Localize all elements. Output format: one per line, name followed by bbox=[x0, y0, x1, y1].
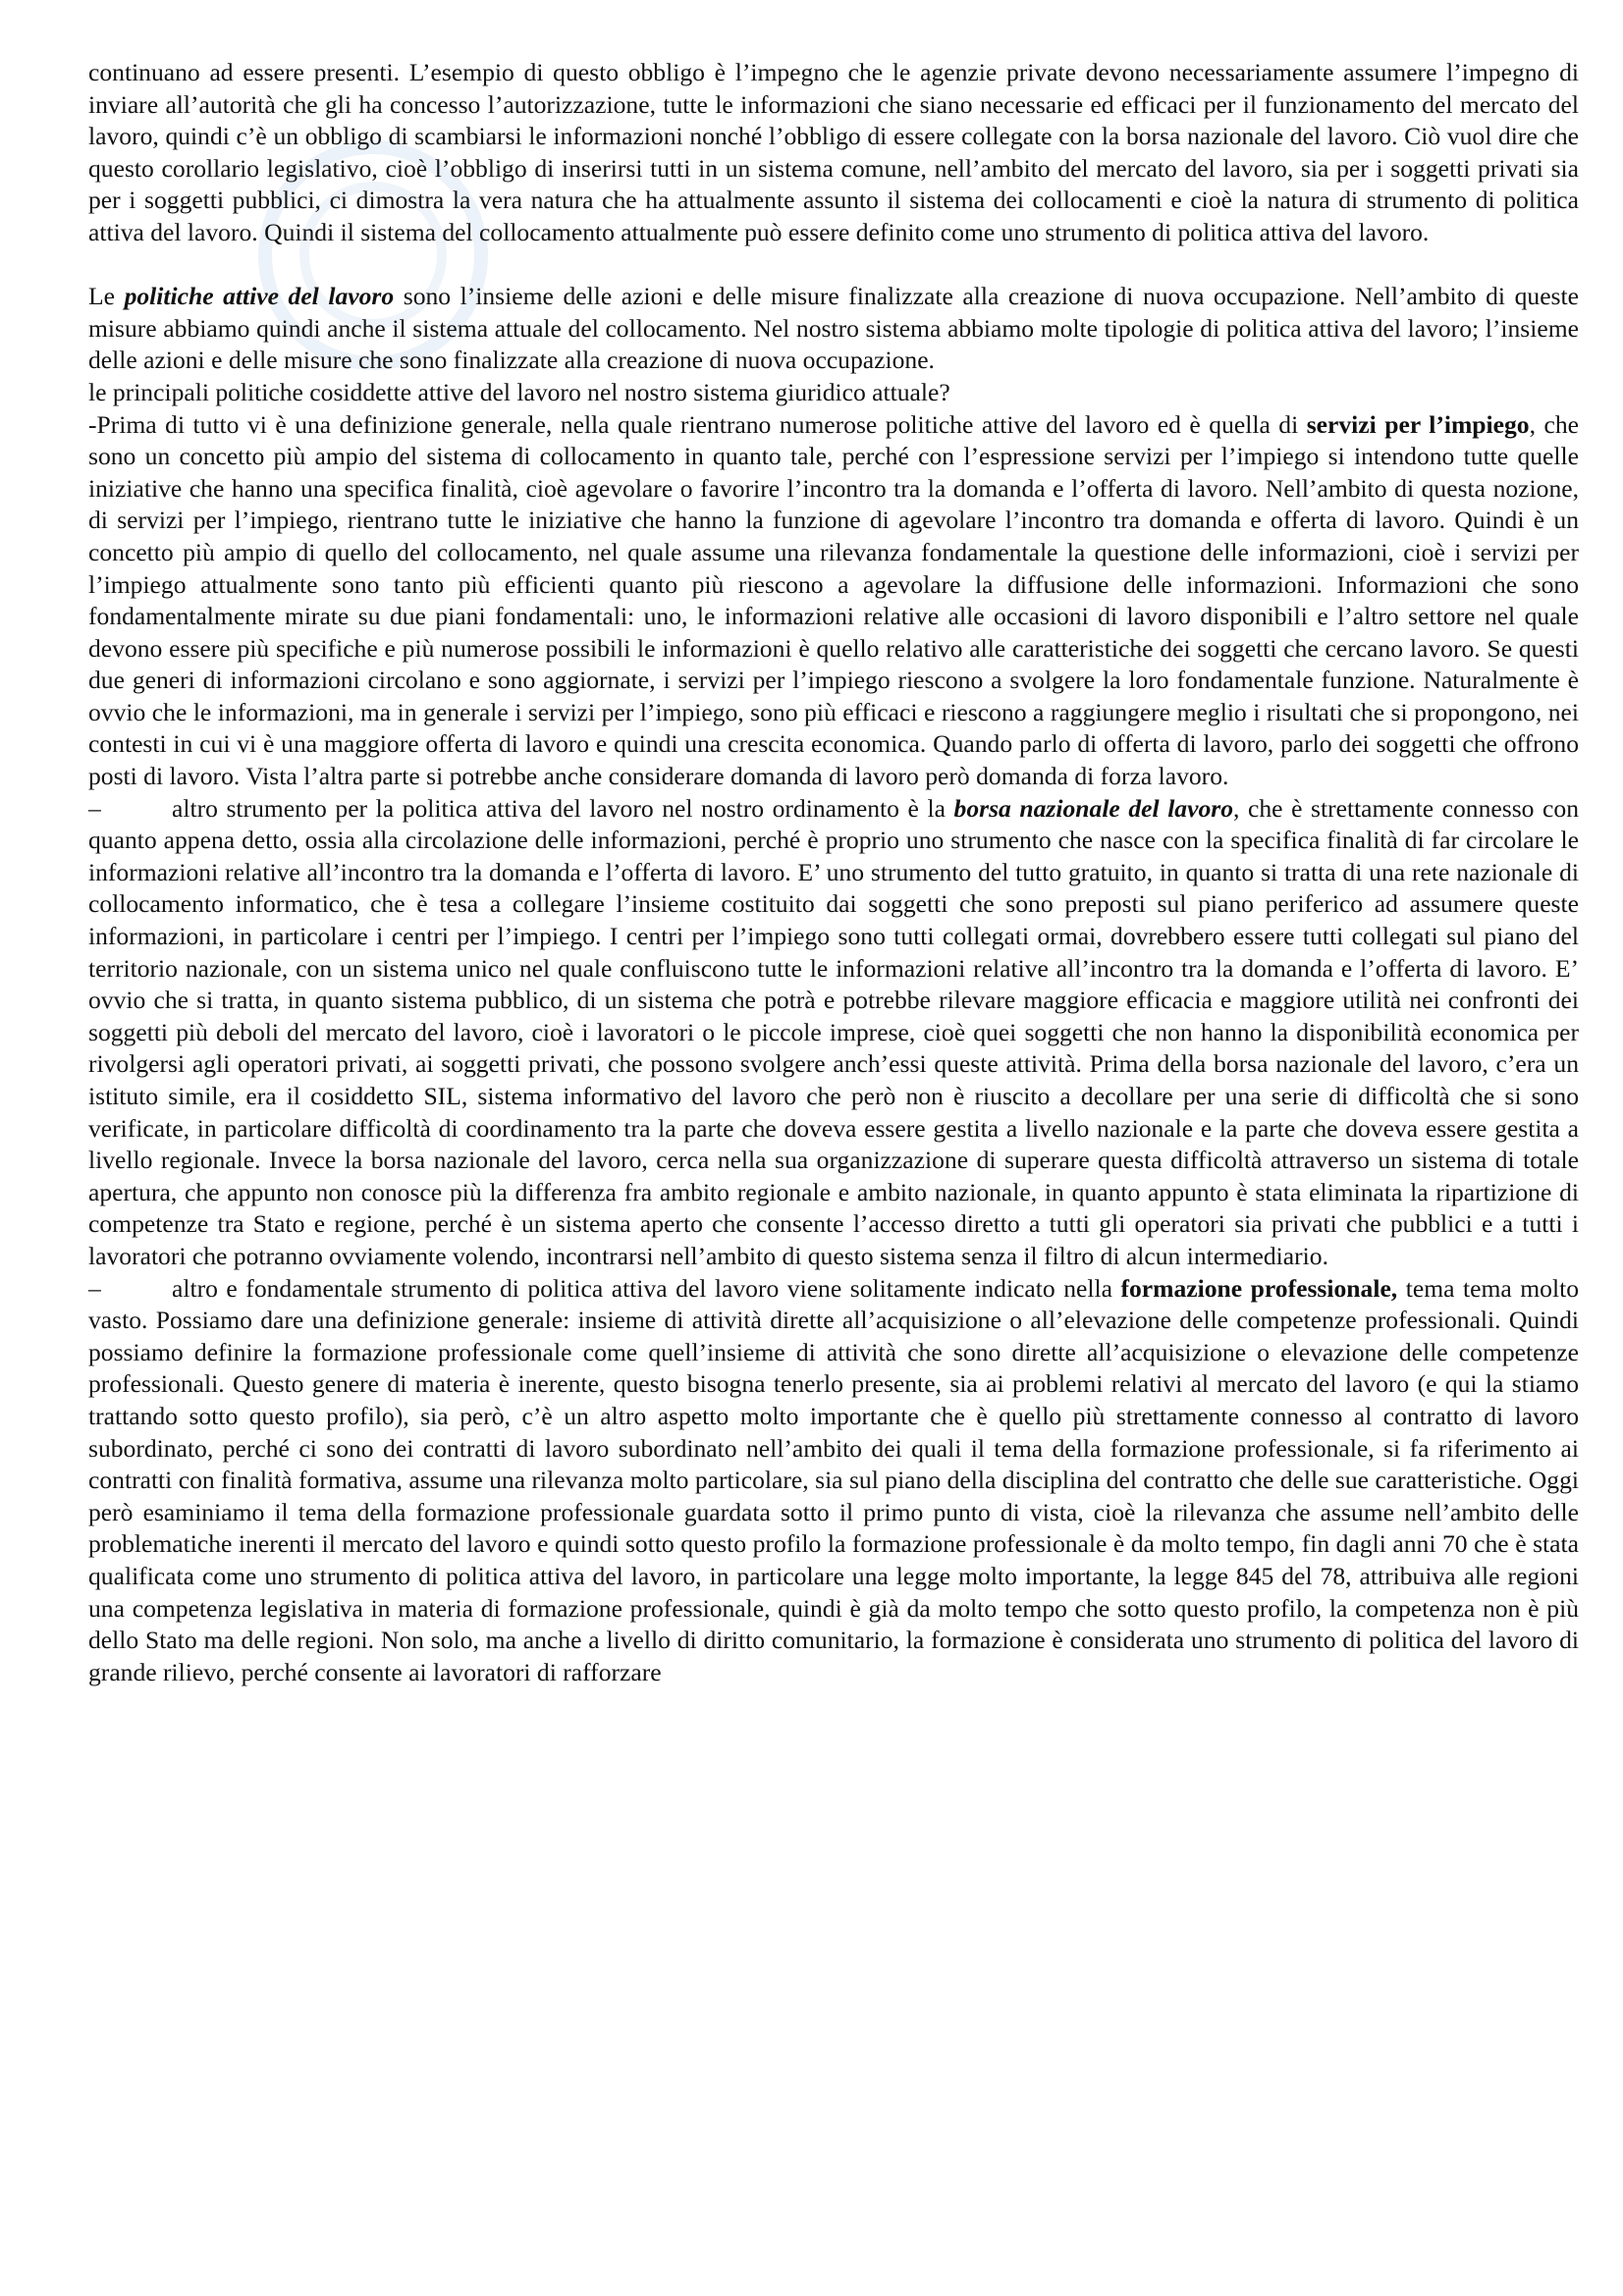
term-formazione-professionale: formazione professionale, bbox=[1120, 1273, 1398, 1303]
dash-bullet: – bbox=[88, 793, 101, 823]
paragraph-gap bbox=[88, 249, 1579, 282]
paragraph-1: continuano ad essere presenti. L’esempio di questo obbligo è l’impegno che le agenzie private devono necessariamente assumere l’impegno di inviare all’autorità che gli ha concesso l’autorizzazione, tutte le informazioni che siano necessarie ed efficaci per il funzionamento del mercato del lavoro, quindi c’è un obbligo di scambiarsi le informazioni nonché l’obbligo di essere collegate con la borsa nazionale del lavoro. Ciò vuol dire che questo corollario legislativo, cioè l’obbligo di inserirsi tutti in un sistema comune, nell’ambito del mercato del lavoro, sia per i soggetti privati sia per i soggetti pubblici, ci dimostra la vera natura che ha attualmente assunto il sistema dei collocamenti e cioè la natura di strumento di politica attiva del lavoro. Quindi il sistema del collocamento attualmente può essere definito come uno strumento di politica attiva del lavoro. bbox=[88, 58, 1579, 246]
term-politiche-attive: politiche attive del lavoro bbox=[124, 282, 395, 311]
paragraph-4: -Prima di tutto vi è una definizione generale, nella quale rientrano numerose politiche attive del lavoro ed è quella di servizi per l’impiego, che sono un concetto più ampio del sistema di collocamento in quanto tale, perché con l’espressione servizi per l’impiego si intendono tutte quelle iniziative che hanno una specifica finalità, cioè agevolare o favorire l’incontro tra la domanda e l’offerta di lavoro. Nell’ambito di questa nozione, di servizi per l’impiego, rientrano tutte le iniziative che hanno la funzione di agevolare l’incontro tra domanda e offerta di lavoro. Quindi è un concetto più ampio di quello del collocamento, nel quale assume una rilevanza fondamentale la questione delle informazioni, cioè i servizi per l’impiego attualmente sono tanto più efficienti quanto più riescono a agevolare la diffusione delle informazioni. Informazioni che sono fondamentalmente mirate su due piani fondamentali: uno, le informazioni relative alle occasioni di lavoro disponibili e l’altro settore nel quale devono essere più specifiche e più numerose possibili le informazioni è quello relativo alle caratteristiche dei soggetti che cercano lavoro. Se questi due generi di informazioni circolano e sono aggiornate, i servizi per l’impiego riescono a svolgere la loro fondamentale funzione. Naturalmente è ovvio che le informazioni, ma in generale i servizi per l’impiego, sono più efficaci e riescono a raggiungere meglio i risultati che si propongono, nei contesti in cui vi è una maggiore offerta di lavoro e quindi una crescita economica. Quando parlo di offerta di lavoro, parlo dei soggetti che offrono posti di lavoro. Vista l’altra parte si potrebbe anche considerare domanda di lavoro però domanda di forza lavoro. bbox=[88, 409, 1579, 791]
term-borsa-nazionale: borsa nazionale del lavoro bbox=[953, 793, 1234, 823]
dash-bullet: – bbox=[88, 1273, 101, 1303]
paragraph-6: – altro e fondamentale strumento di politica attiva del lavoro viene solitamente indicato nella formazione professionale, tema tema molto vasto. Possiamo dare una definizione generale: insieme di attività dirette all’acquisizione o all’elevazione delle competenze professionali. Quindi possiamo definire la formazione professionale come quell’insieme di attività che sono dirette all’acquisizione o elevazione delle competenze professionali. Questo genere di materia è inerente, questo bisogna tenerlo presente, sia ai problemi relativi al mercato del lavoro (e qui la stiamo trattando sotto questo profilo), sia però, c’è un altro aspetto molto importante che è quello più strettamente connesso al contratto di lavoro subordinato, perché ci sono dei contratti di lavoro subordinato nell’ambito dei quali il tema della formazione professionale, si fa riferimento ai contratti con finalità formativa, assume una rilevanza molto particolare, sia sul piano della disciplina del contratto che delle sue caratteristiche. Oggi però esaminiamo il tema della formazione professionale guardata sotto il primo punto di vista, cioè la rilevanza che assume nell’ambito delle problematiche inerenti il mercato del lavoro e quindi sotto questo profilo la formazione professionale è da molto tempo, fin dagli anni 70 che è stata qualificata come uno strumento di politica attiva del lavoro, in particolare una legge molto importante, la legge 845 del 78, attribuiva alle regioni una competenza legislativa in materia di formazione professionale, quindi è già da molto tempo che sotto questo profilo, la competenza non è più dello Stato ma delle regioni. Non solo, ma anche a livello di diritto comunitario, la formazione è considerata uno strumento di politica del lavoro di grande rilievo, perché consente ai lavoratori di rafforzare bbox=[88, 1273, 1579, 1686]
paragraph-2: Le politiche attive del lavoro sono l’insieme delle azioni e delle misure finalizzate alla creazione di nuova occupazione. Nell’ambito di queste misure abbiamo quindi anche il sistema attuale del collocamento. Nel nostro sistema abbiamo molte tipologie di politica attiva del lavoro; l’insieme delle azioni e delle misure che sono finalizzate alla creazione di nuova occupazione. bbox=[88, 282, 1579, 375]
paragraph-3: le principali politiche cosiddette attive del lavoro nel nostro sistema giuridico attuale? bbox=[88, 377, 950, 406]
term-servizi-impiego: servizi per l’impiego bbox=[1306, 409, 1530, 439]
document-page bbox=[88, 57, 1579, 1688]
paragraph-5: – altro strumento per la politica attiva del lavoro nel nostro ordinamento è la borsa nazionale del lavoro, che è strettamente connesso con quanto appena detto, ossia alla circolazione delle informazioni, perché è proprio uno strumento che nasce con la specifica finalità di far circolare le informazioni relative all’incontro tra la domanda e l’offerta di lavoro. E’ uno strumento del tutto gratuito, in quanto si tratta di una rete nazionale di collocamento informatico, che è tesa a collegare l’insieme costituito dai soggetti che sono preposti sul piano periferico ad assumere queste informazioni, in particolare i centri per l’impiego. I centri per l’impiego sono tutti collegati ormai, dovrebbero essere tutti collegati sul piano del territorio nazionale, con un sistema unico nel quale confluiscono tutte le informazioni relative all’incontro tra la domanda e l’offerta di lavoro. E’ ovvio che si tratta, in quanto sistema pubblico, di un sistema che potrà e potrebbe rilevare maggiore efficacia e maggiore utilità nei confronti dei soggetti più deboli del mercato del lavoro, cioè i lavoratori o le piccole imprese, cioè quei soggetti che non hanno la disponibilità economica per rivolgersi agli operatori privati, ai soggetti privati, che possono svolgere anch’essi queste attività. Prima della borsa nazionale del lavoro, c’era un istituto simile, era il cosiddetto SIL, sistema informativo del lavoro che però non è riuscito a decollare per una serie di difficoltà che si sono verificate, in particolare difficoltà di coordinamento tra la parte che doveva essere gestita a livello nazionale e la parte che doveva essere gestita a livello regionale. Invece la borsa nazionale del lavoro, cerca nella sua organizzazione di superare questa difficoltà attraverso un sistema di totale apertura, che appunto non conosce più la differenza fra ambito regionale e ambito nazionale, in quanto appunto è stata eliminata la ripartizione di competenze tra Stato e regione, perché è un sistema aperto che consente l’accesso diretto a tutti gli operatori sia privati che pubblici e a tutti i lavoratori che potranno ovviamente volendo, incontrarsi nell’ambito di questo sistema senza il filtro di alcun intermediario. bbox=[88, 793, 1579, 1270]
